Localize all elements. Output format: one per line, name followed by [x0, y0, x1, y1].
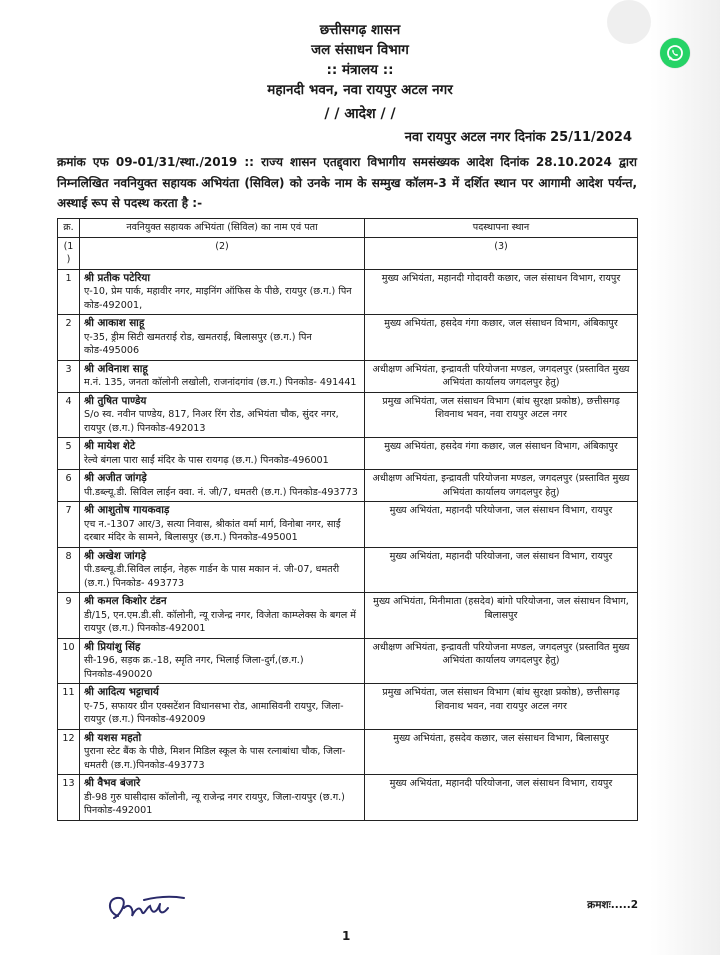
row-name-address: [80, 269, 365, 315]
table-header-row: [58, 219, 638, 238]
row-posting: प्रमुख अभियंता, जल संसाधन विभाग (बांध सुरक्षा प्रकोष्ठ), छत्तीसगढ़ शिवनाथ भवन, नवा रायपुर अटल नगर: [365, 684, 638, 730]
engineer-address: डी/15, एन.एम.डी.सी. कॉलोनी, न्यू राजेन्द्र नगर, विजेता काम्प्लेक्स के बगल में रायपुर (छ.ग.) पिनकोड-492001: [84, 609, 357, 634]
row-serial: 10: [58, 638, 80, 684]
row-name-address: [80, 729, 365, 775]
engineer-name: श्री वैभव बंजारे: [84, 777, 141, 789]
faded-avatar-icon: [607, 0, 651, 44]
table-row: [58, 729, 638, 775]
header-serial: क्र.: [58, 219, 80, 238]
row-name-address: [80, 438, 365, 470]
engineer-name: श्री आदित्य भट्टाचार्य: [84, 686, 159, 698]
row-serial: 7: [58, 502, 80, 548]
engineer-address: ए-35, ड्रीम सिटी खमतराई रोड, खमतराई, बिलासपुर (छ.ग.) पिन कोड-495006: [84, 331, 312, 356]
row-name-address: [80, 638, 365, 684]
row-name-address: [80, 547, 365, 593]
table-row: [58, 547, 638, 593]
row-posting: मुख्य अभियंता, महानदी परियोजना, जल संसाधन विभाग, रायपुर: [365, 502, 638, 548]
signature: [100, 886, 190, 928]
engineer-name: श्री प्रियांशु सिंह: [84, 640, 141, 653]
row-posting: मुख्य अभियंता, महानदी परियोजना, जल संसाधन विभाग, रायपुर: [365, 547, 638, 593]
page-number: 1: [342, 929, 351, 943]
colnum-3: (3): [365, 237, 638, 269]
whatsapp-icon[interactable]: [660, 38, 690, 68]
row-name-address: [80, 315, 365, 361]
row-posting: मुख्य अभियंता, हसदेव कछार, जल संसाधन विभाग, बिलासपुर: [365, 729, 638, 775]
header-ministry: :: मंत्रालय ::: [326, 62, 394, 78]
engineer-name: श्री अविनाश साहू: [84, 362, 148, 375]
order-dateline: नवा रायपुर अटल नगर दिनांक 25/11/2024: [404, 130, 632, 145]
table-row: [58, 315, 638, 361]
engineer-address: पी.डब्ल्यू.डी.सिविल लाईन, नेहरू गार्डन के पास मकान नं. जी-07, धमतरी (छ.ग.) पिनकोड- 493773: [84, 564, 340, 589]
whatsapp-glyph-icon: [665, 43, 685, 63]
table-row: [58, 392, 638, 438]
table-row: [58, 502, 638, 548]
header-name-address: नवनियुक्त सहायक अभियंता (सिविल) का नाम एवं पता: [80, 219, 365, 238]
engineer-address: सी-196, सड़क क्र.-18, स्मृति नगर, भिलाई जिला-दुर्ग,(छ.ग.) पिनकोड-490020: [84, 655, 304, 680]
table-body: [58, 269, 638, 820]
engineer-name: श्री अखेश जांगड़े: [84, 549, 147, 562]
table-row: [58, 638, 638, 684]
engineer-name: श्री आकाश साहू: [84, 317, 145, 329]
engineer-address: डी-98 गुरु घासीदास कॉलोनी, न्यू राजेन्द्र नगर रायपुर, जिला-रायपुर (छ.ग.) पिनकोड-492001: [84, 791, 345, 816]
engineer-address: पी.डब्ल्यू.डी. सिविल लाईन क्वा. नं. जी/7, धमतरी (छ.ग.) पिनकोड-493773: [84, 486, 358, 498]
engineer-address: रेल्वे बंगला पारा साईं मंदिर के पास रायगढ़ (छ.ग.) पिनकोड-496001: [84, 454, 329, 466]
row-name-address: [80, 684, 365, 730]
row-name-address: [80, 392, 365, 438]
row-posting: अधीक्षण अभियंता, इन्द्रावती परियोजना मण्डल, जगदलपुर (प्रस्तावित मुख्य अभियंता कार्यालय जगदलपुर हेतु): [365, 638, 638, 684]
row-serial: 3: [58, 360, 80, 392]
row-serial: 4: [58, 392, 80, 438]
row-name-address: [80, 775, 365, 821]
row-posting: मुख्य अभियंता, महानदी गोदावरी कछार, जल संसाधन विभाग, रायपुर: [365, 269, 638, 315]
engineer-name: श्री आशुतोष गायकवाड़: [84, 504, 170, 516]
engineer-name: श्री अजीत जांगड़े: [84, 472, 147, 484]
colnum-1: (1): [58, 237, 80, 269]
engineer-name: श्री तुषित पाण्डेय: [84, 394, 147, 407]
row-serial: 6: [58, 470, 80, 502]
row-name-address: [80, 593, 365, 639]
colnum-2: (2): [80, 237, 365, 269]
table-row: [58, 593, 638, 639]
row-serial: 5: [58, 438, 80, 470]
row-name-address: [80, 360, 365, 392]
table-row: [58, 438, 638, 470]
row-serial: 1: [58, 269, 80, 315]
row-posting: अधीक्षण अभियंता, इन्द्रावती परियोजना मण्डल, जगदलपुर (प्रस्तावित मुख्य अभियंता कार्यालय जगदलपुर हेतु): [365, 360, 638, 392]
table-row: [58, 269, 638, 315]
row-serial: 12: [58, 729, 80, 775]
table-colnum-row: [58, 237, 638, 269]
page-edge-shadow: [650, 0, 720, 955]
engineer-name: श्री कमल किशोर टंडन: [84, 595, 167, 607]
engineer-name: श्री प्रतीक पटेरिया: [84, 271, 150, 284]
engineer-address: पुराना स्टेट बैंक के पीछे, मिशन मिडिल स्कूल के पास रत्नाबांधा चौक, जिला-धमतरी (छ.ग.)पिनकोड-493773: [84, 746, 346, 771]
row-posting: मुख्य अभियंता, हसदेव गंगा कछार, जल संसाधन विभाग, अंबिकापुर: [365, 315, 638, 361]
continued-note: क्रमशः.....2: [587, 899, 638, 911]
header-department: जल संसाधन विभाग: [311, 42, 409, 58]
engineer-name: श्री यशस महतो: [84, 731, 142, 744]
table-row: [58, 684, 638, 730]
row-serial: 13: [58, 775, 80, 821]
row-serial: 11: [58, 684, 80, 730]
row-posting: अधीक्षण अभियंता, इन्द्रावती परियोजना मण्डल, जगदलपुर (प्रस्तावित मुख्य अभियंता कार्यालय जगदलपुर हेतु): [365, 470, 638, 502]
table-row: [58, 775, 638, 821]
posting-table: [57, 218, 638, 821]
engineer-address: ए-75, सफायर ग्रीन एक्सटेंशन विधानसभा रोड, आमासिवनी रायपुर, जिला-रायपुर (छ.ग.) पिनकोड-492009: [84, 700, 344, 725]
row-serial: 8: [58, 547, 80, 593]
table-row: [58, 470, 638, 502]
row-posting: मुख्य अभियंता, मिनीमाता (हसदेव) बांगो परियोजना, जल संसाधन विभाग, बिलासपुर: [365, 593, 638, 639]
row-serial: 2: [58, 315, 80, 361]
engineer-address: ए-10, प्रेम पार्क, महावीर नगर, माइनिंग ऑफिस के पीछे, रायपुर (छ.ग.) पिन कोड-492001,: [84, 286, 352, 311]
order-title: / / आदेश / /: [324, 106, 396, 122]
row-serial: 9: [58, 593, 80, 639]
header-address: महानदी भवन, नवा रायपुर अटल नगर: [267, 82, 453, 98]
row-name-address: [80, 502, 365, 548]
row-posting: मुख्य अभियंता, हसदेव गंगा कछार, जल संसाधन विभाग, अंबिकापुर: [365, 438, 638, 470]
header-government: छत्तीसगढ़ शासन: [319, 22, 401, 38]
row-posting: मुख्य अभियंता, महानदी परियोजना, जल संसाधन विभाग, रायपुर: [365, 775, 638, 821]
row-name-address: [80, 470, 365, 502]
engineer-name: श्री मायेश शेटे: [84, 440, 136, 452]
table-row: [58, 360, 638, 392]
order-intro-paragraph: क्रमांक एफ 09-01/31/स्था./2019 :: राज्य शासन एतद्द्वारा विभागीय समसंख्यक आदेश दिनांक 28.10.2024 द्वारा निम्नलिखित नवनियुक्त सहायक अभियंता (सिविल) को उनके नाम के सम्मुख कॉलम-3 में दर्शित स्थान पर आगामी आदेश पर्यन्त, अस्थाई रूप से पदस्थ करता है :-: [57, 155, 637, 210]
engineer-address: एच न.-1307 आर/3, सत्या निवास, श्रीकांत वर्मा मार्ग, विनोबा नगर, साईं दरबार मंदिर के सामने, बिलासपुर (छ.ग.) पिनकोड-495001: [84, 518, 341, 543]
header-posting: पदस्थापना स्थान: [365, 219, 638, 238]
engineer-address: म.नं. 135, जनता कॉलोनी लखोली, राजनांदगांव (छ.ग.) पिनकोड- 491441: [84, 377, 357, 388]
engineer-address: S/o स्व. नवीन पाण्डेय, 817, निअर रिंग रोड, अभियंता चौक, सुंदर नगर, रायपुर (छ.ग.) पिनकोड-492013: [84, 409, 339, 434]
row-posting: प्रमुख अभियंता, जल संसाधन विभाग (बांध सुरक्षा प्रकोष्ठ), छत्तीसगढ़ शिवनाथ भवन, नवा रायपुर अटल नगर: [365, 392, 638, 438]
